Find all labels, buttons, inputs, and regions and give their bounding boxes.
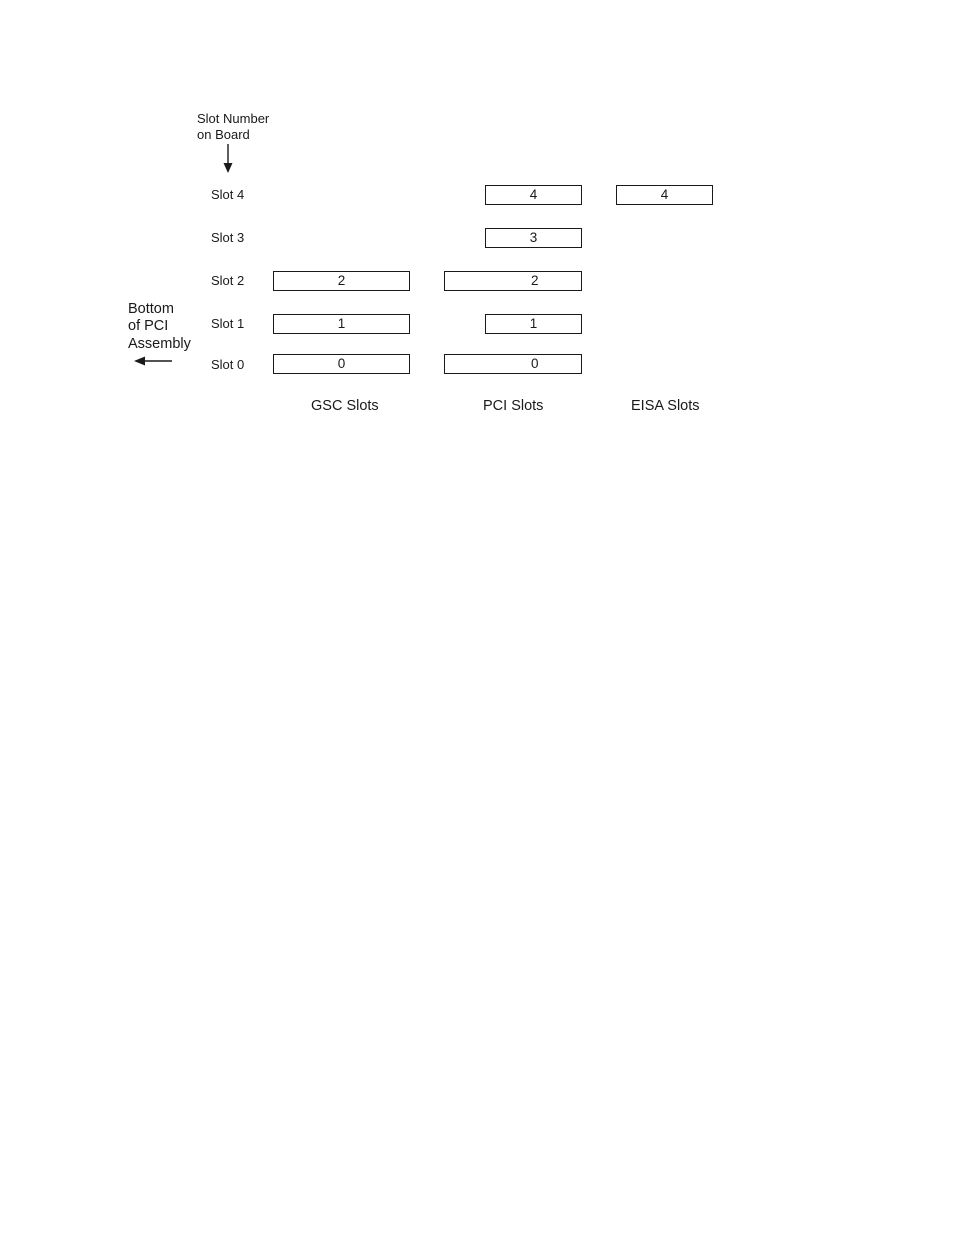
pci-slot-4: 4: [485, 185, 582, 205]
slot-number-header-line2: on Board: [197, 127, 250, 142]
pci-slot-0-number: 0: [531, 356, 539, 371]
gsc-slot-1: 1: [273, 314, 410, 334]
bottom-label-line3: Assembly: [128, 336, 191, 352]
slot-number-header-line1: Slot Number: [197, 111, 270, 126]
pci-slot-0: [444, 354, 582, 374]
eisa-slot-4: 4: [616, 185, 713, 205]
gsc-slot-2: 2: [273, 271, 410, 291]
bottom-label-line1: Bottom: [128, 301, 174, 317]
gsc-slot-0: 0: [273, 354, 410, 374]
pci-slot-2: [444, 271, 582, 291]
row-label-slot-3: Slot 3: [211, 230, 245, 245]
pci-slot-2-number: 2: [531, 273, 539, 288]
column-label-pci: PCI Slots: [483, 398, 544, 414]
pci-slot-3: 3: [485, 228, 582, 248]
column-label-eisa: EISA Slots: [631, 398, 700, 414]
row-label-slot-4: Slot 4: [211, 187, 245, 202]
row-label-slot-1: Slot 1: [211, 316, 245, 331]
column-label-gsc: GSC Slots: [311, 398, 379, 414]
arrow-left-icon: [134, 355, 174, 367]
row-label-slot-2: Slot 2: [211, 273, 245, 288]
arrow-down-icon: [222, 144, 234, 174]
bottom-label-line2: of PCI: [128, 318, 169, 334]
pci-slot-1: 1: [485, 314, 582, 334]
row-label-slot-0: Slot 0: [211, 357, 245, 372]
